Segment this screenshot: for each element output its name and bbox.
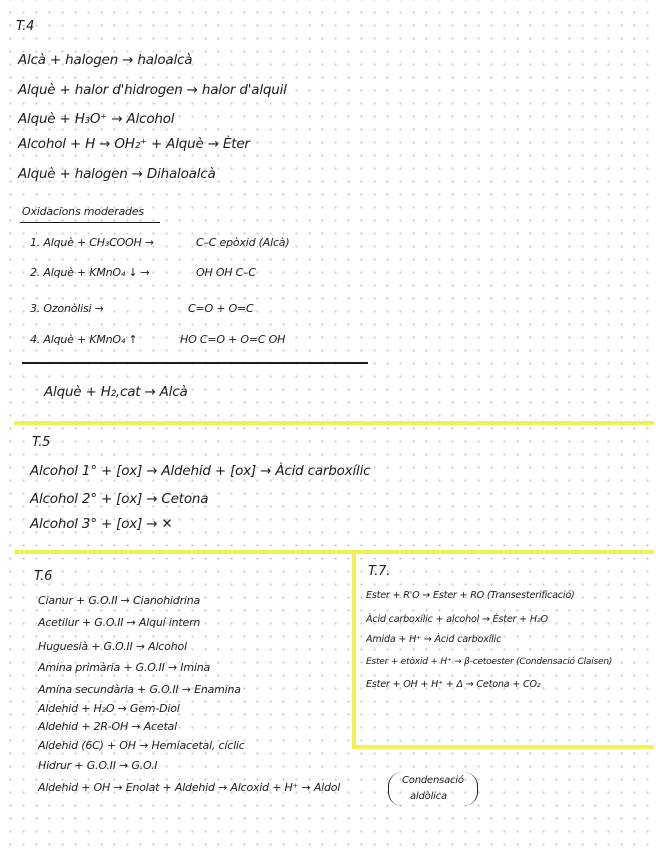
- oxidation-2-right: OH OH C–C: [196, 266, 256, 279]
- t7-box-bottom-border: [352, 745, 654, 749]
- t6-line-10: Aldehid + OH → Enolat + Aldehid → Alcoxid + H⁺ → Aldol: [38, 781, 341, 794]
- t6-line-3: Huguesià + G.O.II → Alcohol: [38, 640, 187, 653]
- t5-line-1: Alcohol 1° + [ox] → Aldehid + [ox] → Àcid carboxílic: [30, 463, 371, 479]
- t7-line-3: Amida + H⁺ → Àcid carboxílic: [366, 634, 502, 645]
- t7-line-2: Àcid carboxílic + alcohol → Èster + H₂O: [366, 614, 548, 625]
- oxidation-1-right: C–C epòxid (Alcà): [196, 236, 290, 249]
- t7-line-4: Ester + etòxid + H⁺ → β-cetoester (Condensació Claisen): [366, 657, 613, 667]
- t7-box-left-border: [352, 554, 356, 748]
- t4-line-2: Alquè + halor d'hidrogen → halor d'alquil: [18, 82, 287, 98]
- oxidation-4-left: 4. Alquè + KMnO₄ ↑: [30, 333, 138, 346]
- oxidation-1-left: 1. Alquè + CH₃COOH →: [30, 236, 154, 249]
- oxidation-3-left: 3. Ozonòlisi →: [30, 302, 104, 315]
- oxidation-title: Oxidacions moderades: [22, 205, 144, 218]
- t7-line-1: Ester + R'O → Ester + RO (Transesterificació): [366, 590, 575, 601]
- t6-line-5: Amina secundària + G.O.II → Enamina: [38, 683, 241, 696]
- t7-line-5: Ester + OH + H⁺ + Δ → Cetona + CO₂: [366, 679, 541, 690]
- heading-t6: T.6: [34, 569, 53, 584]
- heading-t5: T.5: [32, 435, 51, 450]
- t4-line-4: Alcohol + H → OH₂⁺ + Alquè → Èter: [18, 136, 250, 152]
- heading-t7: T.7.: [368, 564, 391, 579]
- t4-line-5: Alquè + halogen → Dihaloalcà: [18, 166, 216, 182]
- t5-line-3: Alcohol 3° + [ox] → ✕: [30, 516, 173, 532]
- heading-t4: T.4: [16, 19, 35, 34]
- t6-line-7: Aldehid + 2R-OH → Acetal: [38, 720, 177, 733]
- t6-line-6: Aldehid + H₂O → Gem-Diol: [38, 702, 180, 715]
- t4-divider: [22, 362, 368, 364]
- t4-line-3: Alquè + H₃O⁺ → Alcohol: [18, 111, 175, 127]
- oxidation-title-underline: [20, 222, 160, 223]
- highlight-separator-1: [14, 421, 654, 425]
- t6-line-8: Aldehid (6C) + OH → Hemiacetal, cíclic: [38, 739, 245, 752]
- aldol-note-line-2: aldòlica: [410, 791, 447, 802]
- t6-line-4: Amina primària + G.O.II → Imina: [38, 661, 211, 674]
- t4-footer-line: Alquè + H₂,cat → Alcà: [44, 384, 188, 400]
- oxidation-4-right: HO C=O + O=C OH: [180, 333, 286, 346]
- oxidation-3-right: C=O + O=C: [188, 302, 254, 315]
- t6-line-9: Hidrur + G.O.II → G.O.I: [38, 759, 158, 772]
- aldol-note-line-1: Condensació: [402, 775, 464, 786]
- t6-line-2: Acetilur + G.O.II → Alquí intern: [38, 616, 201, 629]
- highlight-separator-2: [14, 550, 654, 554]
- t4-line-1: Alcà + halogen → haloalcà: [18, 52, 193, 68]
- oxidation-2-left: 2. Alquè + KMnO₄ ↓ →: [30, 266, 150, 279]
- t5-line-2: Alcohol 2° + [ox] → Cetona: [30, 491, 209, 507]
- t6-line-1: Cianur + G.O.II → Cianohidrina: [38, 594, 201, 607]
